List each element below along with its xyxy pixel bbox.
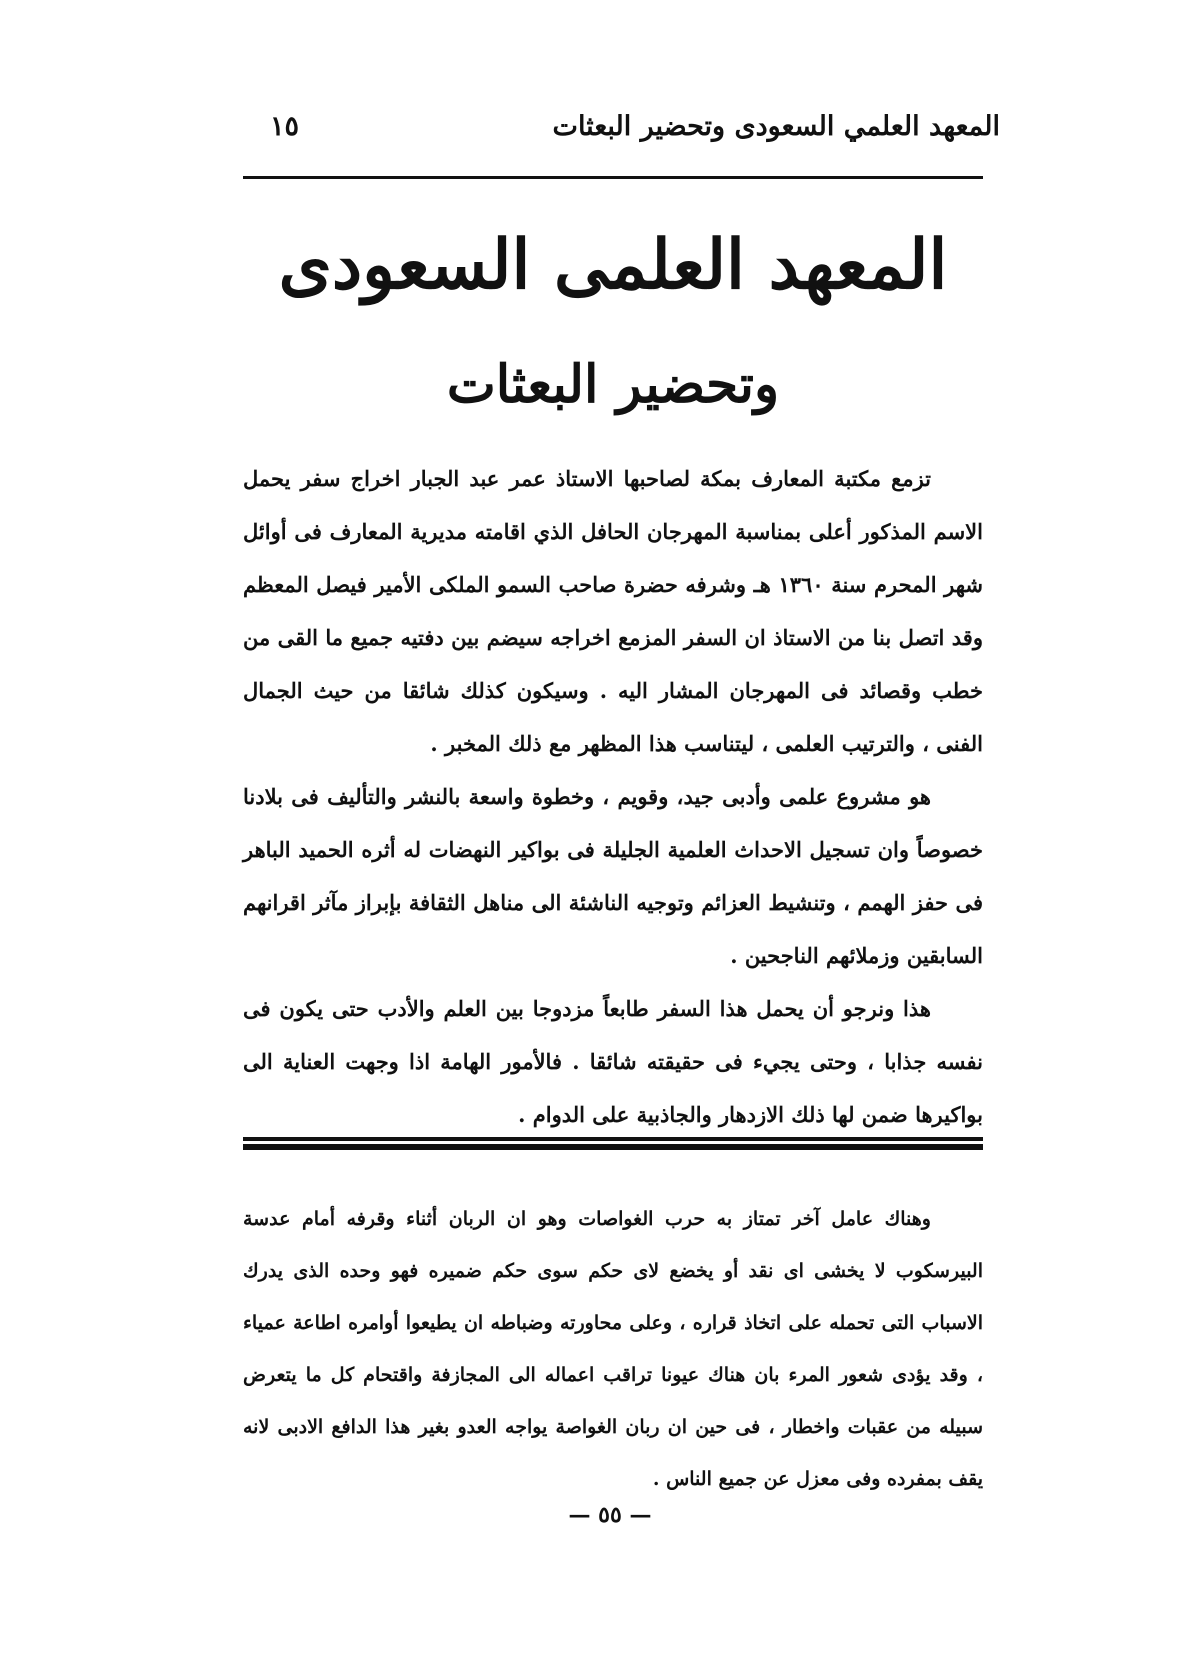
folio-number: — ٥٥ — [568,1502,652,1528]
article-title: المعهد العلمى السعودى [278,225,948,305]
article-paragraph: هذا ونرجو أن يحمل هذا السفر طابعاً مزدوجا بين العلم والأدب حتى يكون فى نفسه جذابا ، وحتى يجيء فى حقيقته شائقا . فالأمور الهامة اذا وجهت العناية الى بواكيرها ضمن لها ذلك الازدهار والجاذبية على الدوام . [243,996,983,1127]
continued-text [243,1193,983,1505]
section-divider-thick [243,1144,983,1150]
article-body [243,452,983,1141]
section-divider-thin [243,1137,983,1141]
header-divider [243,176,983,179]
page-number: ١٥ [270,111,300,142]
article-paragraph: هو مشروع علمى وأدبى جيد، وقويم ، وخطوة واسعة بالنشر والتأليف فى بلادنا خصوصاً وان تسجيل الاحداث العلمية الجليلة فى بواكير النهضات له أثره الحميد الباهر فى حفز الهمم ، وتنشيط العزائم وتوجيه الناشئة الى مناهل الثقافة بإبراز مآثر اقرانهم السابقين وزملائهم الناجحين . [243,784,983,968]
running-title: المعهد العلمي السعودى وتحضير البعثات [552,111,1000,142]
continued-paragraph: وهناك عامل آخر تمتاز به حرب الغواصات وهو ان الربان أثناء وقرفه أمام عدسة البيرسكوب لا يخشى اى نقد أو يخضع لاى حكم سوى حكم ضميره فهو وحده الذى يدرك الاسباب التى تحمله على اتخاذ قراره ، وعلى محاورته وضباطه ان يطيعوا أوامره اطاعة عمياء ، وقد يؤدى شعور المرء بان هناك عيونا تراقب اعماله الى المجازفة واقتحام كل ما يتعرض سبيله من عقبات واخطار ، فى حين ان ربان الغواصة يواجه العدو بغير هذا الدافع الادبى لانه يقف بمفرده وفى معزل عن جميع الناس . [243,1208,983,1490]
article-paragraph: تزمع مكتبة المعارف بمكة لصاحبها الاستاذ عمر عبد الجبار اخراج سفر يحمل الاسم المذكور أعلى بمناسبة المهرجان الحافل الذي اقامته مديرية المعارف فى أوائل شهر المحرم سنة ١٣٦٠ هـ وشرفه حضرة صاحب السمو الملكى الأمير فيصل المعظم وقد اتصل بنا من الاستاذ ان السفر المزمع اخراجه سيضم بين دفتيه جميع ما القى من خطب وقصائد فى المهرجان المشار اليه . وسيكون كذلك شائقا من حيث الجمال الفنى ، والترتيب العلمى ، ليتناسب هذا المظهر مع ذلك المخبر . [243,466,983,756]
article-subtitle: وتحضير البعثات [446,354,780,415]
running-header [240,105,1010,165]
